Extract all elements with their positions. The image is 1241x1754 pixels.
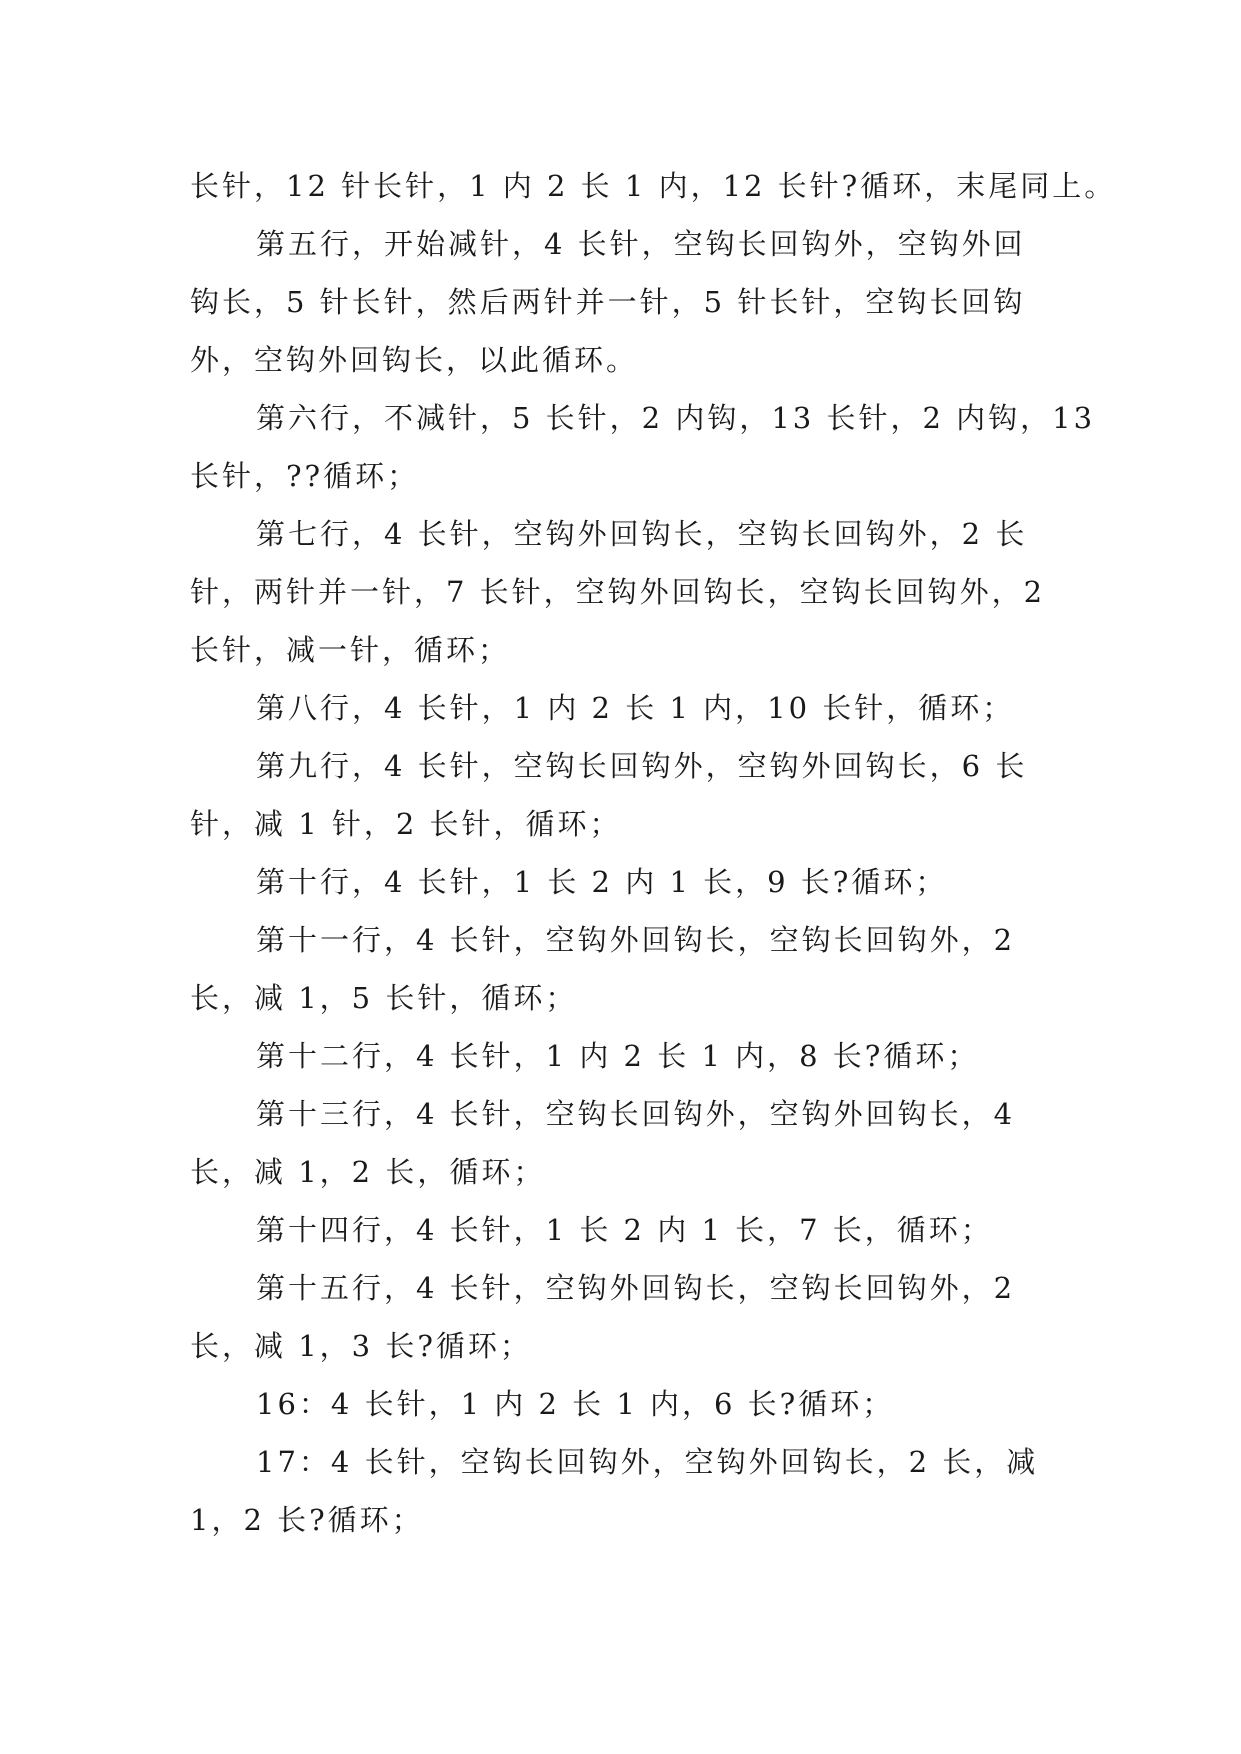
text-line: 针，减 1 针，2 长针，循环； (190, 807, 622, 841)
text-line: 长，减 1，3 长?循环； (190, 1329, 532, 1363)
text-line: 外，空钩外回钩长，以此循环。 (190, 343, 639, 377)
text-line: 长针，12 针长针，1 内 2 长 1 内，12 长针?循环，末尾同上。 (190, 169, 1117, 203)
text-line: 1，2 长?循环； (190, 1503, 424, 1537)
paragraph-row-10: 第十行，4 长针，1 长 2 内 1 长，9 长?循环； (256, 865, 948, 899)
paragraph-row-7-start: 第七行，4 长针，空钩外回钩长，空钩长回钩外，2 长 (256, 517, 1028, 551)
paragraph-row-12: 第十二行，4 长针，1 内 2 长 1 内，8 长?循环； (256, 1039, 980, 1073)
paragraph-row-9-start: 第九行，4 长针，空钩长回钩外，空钩外回钩长，6 长 (256, 749, 1028, 783)
paragraph-row-5-start: 第五行，开始减针，4 长针，空钩长回钩外，空钩外回 (256, 227, 1026, 261)
paragraph-row-15-start: 第十五行，4 长针，空钩外回钩长，空钩长回钩外，2 (256, 1271, 1016, 1305)
text-line: 钩长，5 针长针，然后两针并一针，5 针长针，空钩长回钩 (190, 285, 1026, 319)
text-line: 长，减 1，2 长，循环； (190, 1155, 546, 1189)
text-line: 长针，??循环； (190, 459, 420, 493)
document-body (190, 157, 1117, 1549)
text-line: 长针，减一针，循环； (190, 633, 511, 667)
paragraph-row-6-start: 第六行，不减针，5 长针，2 内钩，13 长针，2 内钩，13 (256, 401, 1096, 435)
paragraph-row-16: 16：4 长针，1 内 2 长 1 内，6 长?循环； (256, 1387, 895, 1421)
paragraph-row-8: 第八行，4 长针，1 内 2 长 1 内，10 长针，循环； (256, 691, 1015, 725)
paragraph-row-14: 第十四行，4 长针，1 长 2 内 1 长，7 长，循环； (256, 1213, 993, 1247)
paragraph-row-11-start: 第十一行，4 长针，空钩外回钩长，空钩长回钩外，2 (256, 923, 1016, 957)
text-line: 长，减 1，5 长针，循环； (190, 981, 578, 1015)
text-line: 针，两针并一针，7 长针，空钩外回钩长，空钩长回钩外，2 (190, 575, 1046, 609)
paragraph-row-13-start: 第十三行，4 长针，空钩长回钩外，空钩外回钩长，4 (256, 1097, 1016, 1131)
paragraph-row-17-start: 17：4 长针，空钩长回钩外，空钩外回钩长，2 长，减 (256, 1445, 1039, 1479)
